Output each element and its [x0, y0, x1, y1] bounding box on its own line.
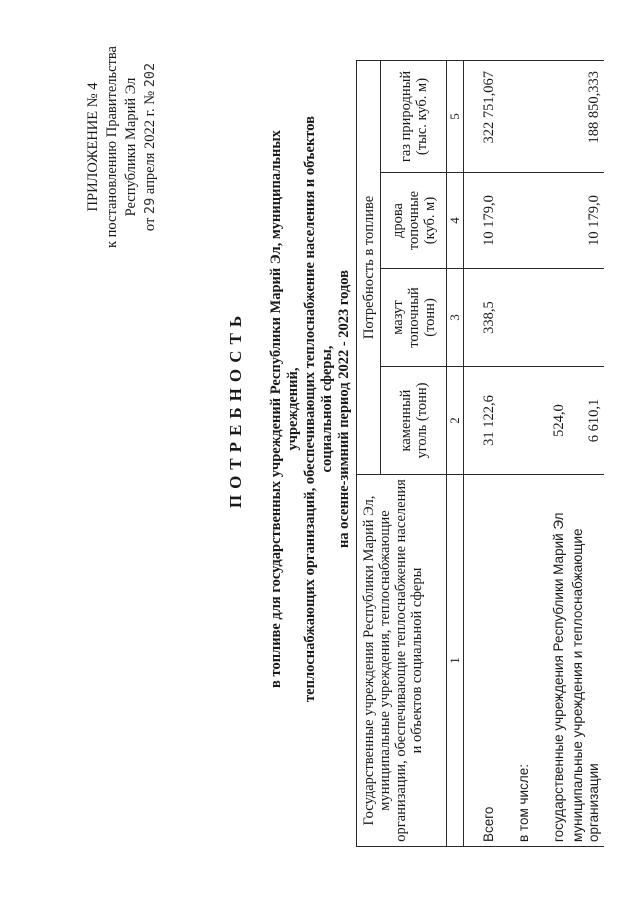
row-label: муниципальные учреждения и теплоснабжающие организации	[569, 475, 604, 847]
row-label: государственные учреждения Республики Марий Эл	[534, 475, 569, 847]
annex-decree-number: 202	[142, 62, 158, 88]
cell-coal	[499, 367, 534, 475]
annex-date-day: 29	[142, 197, 158, 215]
annex-title: ПРИЛОЖЕНИЕ № 4	[85, 82, 101, 212]
cell-fuel-oil	[569, 269, 604, 367]
annex-line-date	[141, 31, 160, 263]
table-row-including	[499, 61, 534, 847]
cell-coal: 6 610,1	[569, 367, 604, 475]
header-fuel-demand: Потребность в топливе	[357, 61, 381, 475]
cell-natural-gas: 188 850,333	[569, 61, 604, 173]
document-heading: ПОТРЕБНОСТЬ	[226, 309, 245, 509]
annex-line-decree: к постановлению Правительства	[104, 46, 120, 248]
title-block	[226, 109, 353, 709]
column-index: 5	[447, 61, 464, 173]
column-index: 2	[447, 367, 464, 475]
subtitle-line-3: на осенне-зимний период 2022 - 2023 годов	[336, 269, 352, 549]
annex-date-month: апреля 2022 г. №	[142, 90, 158, 195]
cell-fuel-oil	[534, 269, 569, 367]
cell-natural-gas	[499, 61, 534, 173]
column-index: 1	[447, 475, 464, 847]
row-label: Всего	[464, 475, 500, 847]
subtitle-line-2: теплоснабжающих организаций, обеспечивающих теплоснабжение населения и объектов социальной сферы,	[302, 116, 335, 702]
cell-firewood: 10 179,0	[464, 173, 500, 269]
column-index: 4	[447, 173, 464, 269]
header-fuel-oil: мазут топочный (тонн)	[381, 269, 447, 367]
header-natural-gas: газ природный (тыс. куб. м)	[381, 61, 447, 173]
table-row-state-institutions	[534, 61, 569, 847]
fuel-demand-table	[356, 60, 604, 847]
cell-firewood: 10 179,0	[569, 173, 604, 269]
table-row-municipal-institutions	[569, 61, 604, 847]
subtitle-line-1: в топливе для государственных учреждений Республики Марий Эл, муниципальных учреждений,	[268, 130, 301, 688]
column-index: 3	[447, 269, 464, 367]
cell-coal: 31 122,6	[464, 367, 500, 475]
cell-firewood	[534, 173, 569, 269]
table-row-total	[464, 61, 500, 847]
header-institutions: Государственные учреждения Республики Марий Эл, муниципальные учреждения, теплоснабжающие организации, обеспечивающие теплоснабжение населения и объектов социальной сферы	[357, 475, 447, 847]
cell-fuel-oil	[499, 269, 534, 367]
annex-line-republic: Республики Марий Эл	[123, 77, 139, 217]
cell-natural-gas	[534, 61, 569, 173]
row-label: в том числе:	[499, 475, 534, 847]
annex-block	[84, 31, 160, 263]
cell-fuel-oil: 338,5	[464, 269, 500, 367]
cell-natural-gas: 322 751,067	[464, 61, 500, 173]
header-coal: каменный уголь (тонн)	[381, 367, 447, 475]
column-index-row	[447, 61, 464, 847]
annex-date-prefix: от	[142, 217, 158, 232]
header-firewood: дрова топочные (куб. м)	[381, 173, 447, 269]
cell-firewood	[499, 173, 534, 269]
cell-coal: 524,0	[534, 367, 569, 475]
